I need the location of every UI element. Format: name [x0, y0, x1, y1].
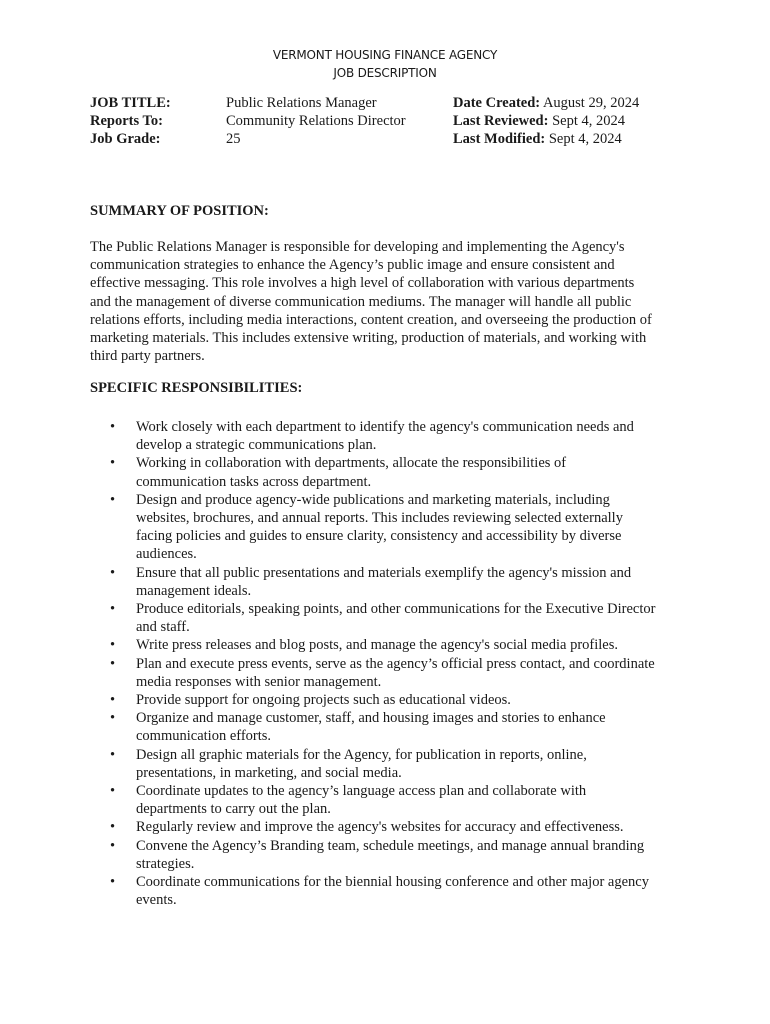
summary-heading: SUMMARY OF POSITION:	[90, 203, 269, 219]
item-line: communication tasks across department.	[136, 473, 372, 490]
list-item	[90, 837, 690, 873]
item-line: and staff.	[136, 619, 190, 636]
last-reviewed-label: Last Reviewed:	[453, 113, 549, 129]
item-line: Working in collaboration with departments, allocate the responsibilities of	[136, 455, 567, 472]
item-line: management ideals.	[136, 582, 252, 599]
meta-row-job-title	[90, 95, 690, 113]
bullet: •	[110, 491, 116, 508]
list-item	[90, 818, 690, 836]
item-line: strategies.	[136, 855, 195, 872]
list-item	[90, 655, 690, 691]
item-line: Regularly review and improve the agency's websites for accuracy and effectiveness.	[136, 819, 624, 836]
meta-row-reports-to	[90, 113, 690, 131]
list-item	[90, 691, 690, 709]
item-line: Coordinate communications for the biennial housing conference and other major agency	[136, 874, 649, 891]
job-title-label: JOB TITLE:	[90, 95, 171, 111]
list-item	[90, 709, 690, 745]
summary-line: relations efforts, including media interactions, content creation, and overseeing the production of	[90, 311, 652, 328]
bullet: •	[110, 419, 116, 435]
list-item	[90, 491, 690, 564]
item-line: Organize and manage customer, staff, and housing images and stories to enhance	[136, 710, 606, 727]
list-item	[90, 418, 690, 454]
last-reviewed	[453, 113, 625, 130]
job-grade-value: 25	[226, 131, 241, 147]
summary-paragraph	[90, 238, 685, 365]
bullet: •	[110, 746, 116, 763]
bullet: •	[110, 819, 116, 836]
item-line: Coordinate updates to the agency’s language access plan and collaborate with	[136, 783, 587, 800]
item-line: presentations, in marketing, and social media.	[136, 764, 402, 781]
summary-line: third party partners.	[90, 348, 205, 365]
date-created-value: August 29, 2024	[542, 95, 640, 111]
meta-row-job-grade	[90, 131, 690, 149]
item-line: Plan and execute press events, serve as the agency’s official press contact, and coordinate	[136, 655, 655, 672]
list-item	[90, 746, 690, 782]
item-line: Provide support for ongoing projects such as educational videos.	[136, 692, 511, 709]
item-line: Ensure that all public presentations and materials exemplify the agency's mission and	[136, 564, 632, 581]
item-line: develop a strategic communications plan.	[136, 437, 377, 454]
org-name: VERMONT HOUSING FINANCE AGENCY	[272, 48, 498, 62]
job-grade-label: Job Grade:	[90, 131, 161, 147]
item-line: Produce editorials, speaking points, and other communications for the Executive Director	[136, 601, 656, 618]
summary-line: effective messaging. This role involves a high level of collaboration with various departments	[90, 275, 635, 292]
item-line: Design all graphic materials for the Agency, for publication in reports, online,	[136, 746, 587, 763]
responsibilities-heading: SPECIFIC RESPONSIBILITIES:	[90, 380, 303, 396]
date-created-label: Date Created:	[453, 95, 541, 111]
summary-line: communication strategies to enhance the Agency’s public image and ensure consistent and	[90, 257, 615, 274]
summary-line: marketing materials. This includes extensive writing, production of materials, and working with	[90, 330, 647, 347]
item-line: audiences.	[136, 546, 197, 563]
item-line: events.	[136, 892, 177, 909]
bullet: •	[110, 655, 116, 672]
item-line: Convene the Agency’s Branding team, schedule meetings, and manage annual branding	[136, 837, 645, 854]
list-item	[90, 873, 690, 909]
list-item	[90, 782, 690, 818]
date-created	[453, 95, 639, 112]
reports-to-label: Reports To:	[90, 113, 163, 129]
last-modified-value: Sept 4, 2024	[548, 131, 622, 147]
item-line: departments to carry out the plan.	[136, 801, 331, 818]
last-modified-label: Last Modified:	[453, 131, 546, 147]
document-type: JOB DESCRIPTION	[333, 66, 437, 80]
item-line: websites, brochures, and annual reports. This includes reviewing selected externally	[136, 510, 623, 527]
bullet: •	[110, 874, 116, 891]
last-reviewed-value: Sept 4, 2024	[552, 113, 625, 129]
item-line: Design and produce agency-wide publications and marketing materials, including	[136, 491, 610, 508]
bullet: •	[110, 710, 116, 727]
bullet: •	[110, 783, 116, 800]
summary-line: and the management of diverse communication mediums. The manager will handle all public	[90, 293, 632, 310]
reports-to-value: Community Relations Director	[226, 113, 406, 129]
last-modified	[453, 131, 622, 148]
responsibilities-list	[90, 418, 690, 909]
bullet: •	[110, 692, 116, 709]
bullet: •	[110, 637, 116, 654]
job-title-value: Public Relations Manager	[226, 95, 377, 111]
bullet: •	[110, 601, 116, 618]
list-item	[90, 564, 690, 600]
summary-line: The Public Relations Manager is responsible for developing and implementing the Agency's	[90, 239, 625, 255]
bullet: •	[110, 837, 116, 854]
bullet: •	[110, 455, 116, 472]
item-line: Write press releases and blog posts, and manage the agency's social media profiles.	[136, 637, 618, 654]
item-line: communication efforts.	[136, 728, 272, 745]
item-line: Work closely with each department to identify the agency's communication needs and	[136, 419, 634, 435]
list-item	[90, 600, 690, 636]
item-line: media responses with senior management.	[136, 673, 382, 690]
list-item	[90, 636, 690, 654]
list-item	[90, 454, 690, 490]
item-line: facing policies and guides to ensure clarity, consistency and accessibility by diverse	[136, 528, 622, 545]
bullet: •	[110, 564, 116, 581]
